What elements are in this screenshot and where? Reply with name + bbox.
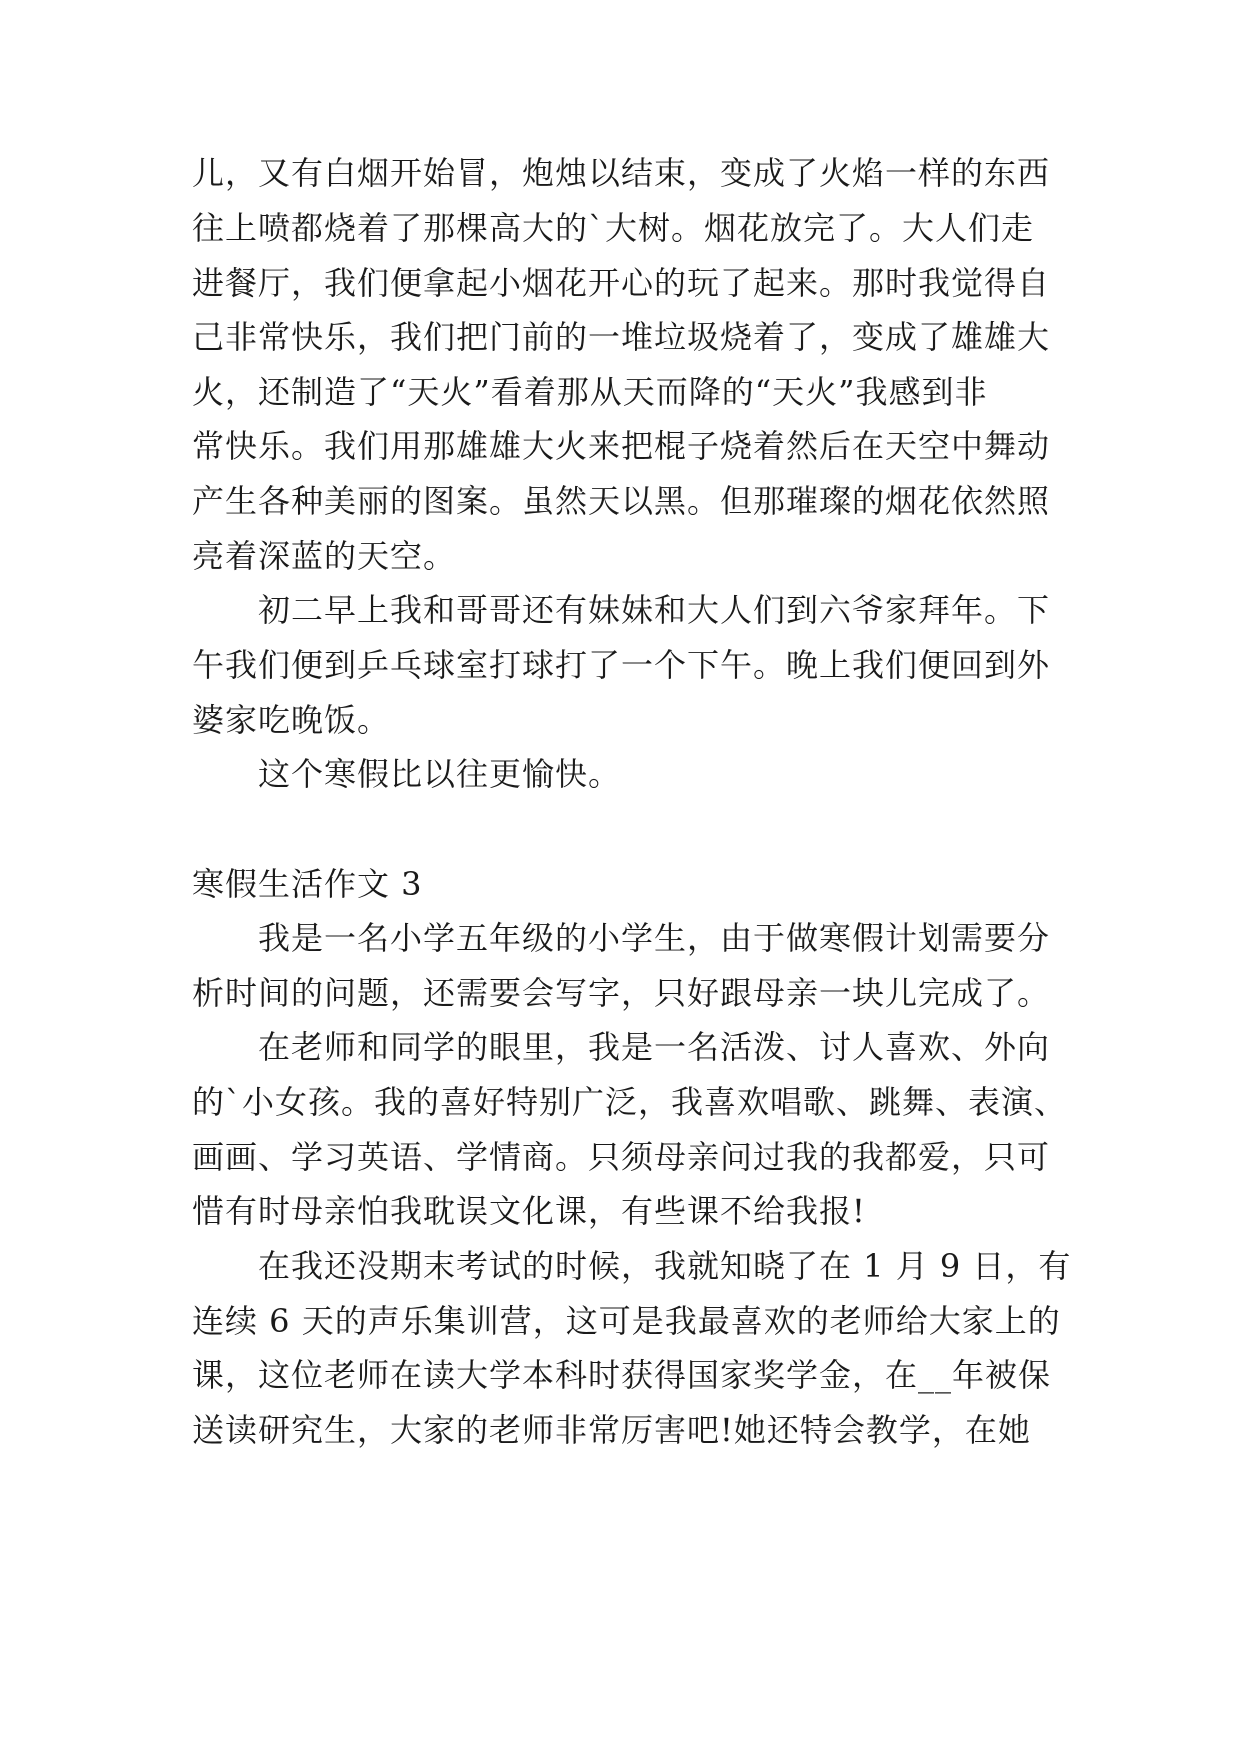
paragraph-line: 析时间的问题，还需要会写字，只好跟母亲一块儿完成了。	[192, 974, 1051, 1012]
paragraph-line: 画画、学习英语、学情商。只须母亲问过我的我都爱，只可	[192, 1138, 1051, 1176]
section-heading: 寒假生活作文 3	[192, 865, 423, 903]
paragraph-line: 这个寒假比以往更愉快。	[258, 755, 622, 793]
paragraph-line: 产生各种美丽的图案。虽然天以黑。但那璀璨的烟花依然照	[192, 482, 1051, 520]
paragraph-line: 课，这位老师在读大学本科时获得国家奖学金，在__年被保	[192, 1356, 1052, 1394]
paragraph-line: 亮着深蓝的天空。	[192, 537, 457, 575]
paragraph-line: 婆家吃晚饭。	[192, 701, 391, 739]
paragraph-line: 往上喷都烧着了那棵高大的`大树。烟花放完了。大人们走	[192, 209, 1035, 247]
paragraph-line: 连续 6 天的声乐集训营，这可是我最喜欢的老师给大家上的	[192, 1302, 1061, 1340]
paragraph-line: 我是一名小学五年级的小学生，由于做寒假计划需要分	[258, 919, 1051, 957]
paragraph-line: 在老师和同学的眼里，我是一名活泼、讨人喜欢、外向	[258, 1028, 1051, 1066]
paragraph-line: 己非常快乐，我们把门前的一堆垃圾烧着了，变成了雄雄大	[192, 318, 1051, 356]
paragraph-line: 初二早上我和哥哥还有妹妹和大人们到六爷家拜年。下	[258, 591, 1051, 629]
paragraph-line: 的`小女孩。我的喜好特别广泛，我喜欢唱歌、跳舞、表演、	[192, 1083, 1068, 1121]
paragraph-line: 送读研究生，大家的老师非常厉害吧!她还特会教学，在她	[192, 1411, 1031, 1449]
paragraph-line: 常快乐。我们用那雄雄大火来把棍子烧着然后在天空中舞动	[192, 427, 1051, 465]
paragraph-line: 惜有时母亲怕我耽误文化课，有些课不给我报!	[192, 1192, 866, 1230]
paragraph-line: 进餐厅，我们便拿起小烟花开心的玩了起来。那时我觉得自	[192, 264, 1051, 302]
paragraph-line: 在我还没期末考试的时候，我就知晓了在 1 月 9 日，有	[258, 1247, 1072, 1285]
paragraph-line: 火，还制造了“天火”看着那从天而降的“天火”我感到非	[192, 373, 988, 411]
paragraph-line: 儿，又有白烟开始冒，炮烛以结束，变成了火焰一样的东西	[192, 154, 1051, 192]
paragraph-line: 午我们便到乒乓球室打球打了一个下午。晚上我们便回到外	[192, 646, 1051, 684]
